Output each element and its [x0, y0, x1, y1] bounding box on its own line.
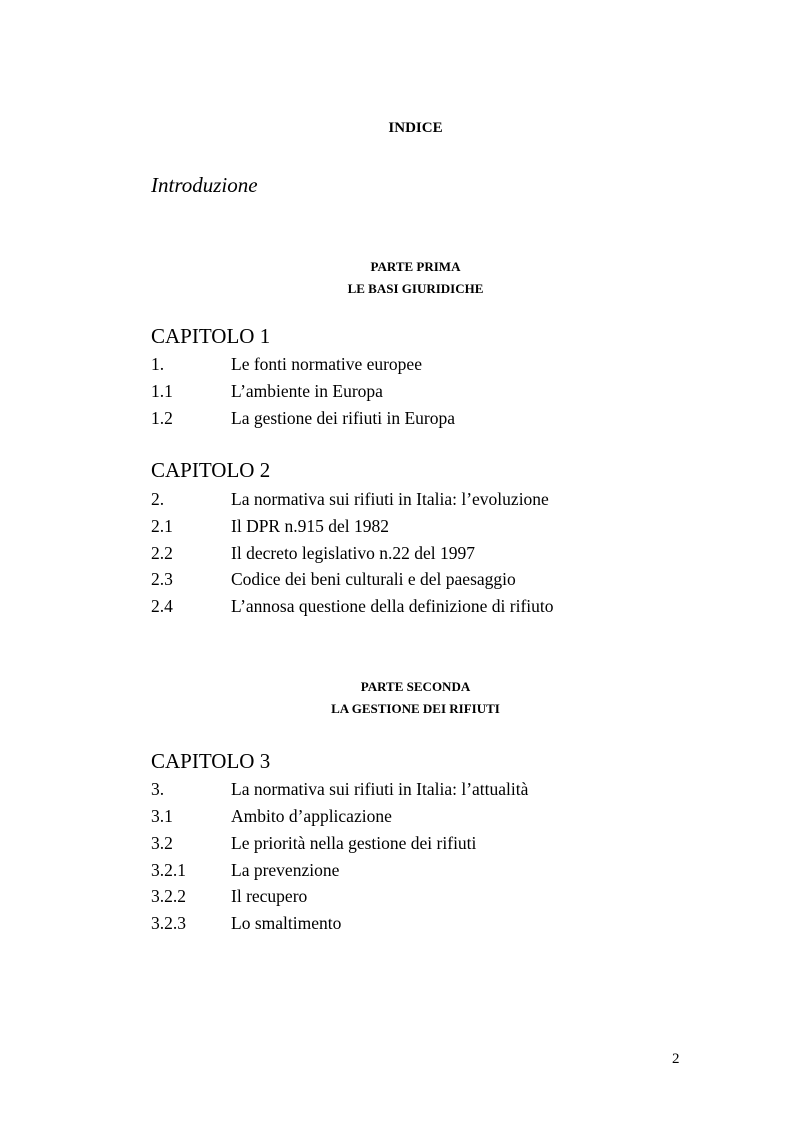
part-two-subtitle: LA GESTIONE DEI RIFIUTI — [331, 701, 500, 716]
toc-entry-text: La normativa sui rifiuti in Italia: l’evoluzione — [231, 489, 549, 509]
page-number: 2 — [672, 1051, 680, 1067]
toc-entry — [151, 407, 455, 429]
toc-entry-text: Il recupero — [231, 886, 308, 906]
toc-entry — [151, 488, 549, 510]
toc-entry-text: Il decreto legislativo n.22 del 1997 — [231, 543, 475, 563]
toc-entry-text: Ambito d’applicazione — [231, 806, 392, 826]
introduction-heading: Introduzione — [151, 173, 258, 197]
toc-entry-number: 2.4 — [151, 596, 173, 616]
toc-entry-number: 3. — [151, 779, 165, 799]
part-two-heading: PARTE SECONDA — [360, 679, 471, 694]
toc-entry — [151, 568, 516, 590]
toc-entry — [151, 542, 475, 564]
toc-entry-number: 3.2.1 — [151, 860, 186, 880]
part-one-heading: PARTE PRIMA — [370, 259, 461, 274]
toc-entry — [151, 805, 392, 827]
toc-entry-number: 1. — [151, 354, 165, 374]
toc-entry — [151, 885, 307, 907]
toc-entry-number: 3.2 — [151, 833, 173, 853]
toc-entry-text: Codice dei beni culturali e del paesaggio — [231, 569, 516, 589]
toc-entry-number: 1.1 — [151, 381, 173, 401]
toc-entry — [151, 595, 554, 617]
toc-entry-number: 3.2.2 — [151, 886, 186, 906]
toc-entry — [151, 515, 389, 537]
index-title: INDICE — [388, 120, 443, 136]
toc-entry — [151, 778, 528, 800]
toc-entry — [151, 832, 476, 854]
toc-entry-text: La normativa sui rifiuti in Italia: l’attualità — [231, 779, 529, 799]
toc-entry-number: 3.2.3 — [151, 913, 186, 933]
toc-entry — [151, 912, 341, 934]
toc-entry-text: Le fonti normative europee — [231, 354, 422, 374]
part-one-subtitle: LE BASI GIURIDICHE — [347, 281, 484, 296]
toc-entry-text: L’ambiente in Europa — [231, 381, 383, 401]
toc-entry-text: Le priorità nella gestione dei rifiuti — [231, 833, 477, 853]
toc-entry-text: La gestione dei rifiuti in Europa — [231, 408, 456, 428]
toc-entry-number: 1.2 — [151, 408, 173, 428]
toc-entry-number: 2.2 — [151, 543, 173, 563]
toc-entry — [151, 380, 383, 402]
toc-entry-number: 2.1 — [151, 516, 173, 536]
toc-entry-text: Lo smaltimento — [231, 913, 342, 933]
toc-entry-number: 2.3 — [151, 569, 173, 589]
toc-entry-number: 3.1 — [151, 806, 173, 826]
toc-entry-number: 2. — [151, 489, 165, 509]
toc-entry-text: L’annosa questione della definizione di rifiuto — [231, 596, 554, 616]
chapter-2-title: CAPITOLO 2 — [151, 458, 271, 482]
toc-entry-text: La prevenzione — [231, 860, 340, 880]
toc-entry — [151, 859, 339, 881]
chapter-3-title: CAPITOLO 3 — [151, 749, 271, 773]
toc-entry — [151, 353, 422, 375]
toc-entry-text: Il DPR n.915 del 1982 — [231, 516, 389, 536]
chapter-1-title: CAPITOLO 1 — [151, 324, 271, 348]
